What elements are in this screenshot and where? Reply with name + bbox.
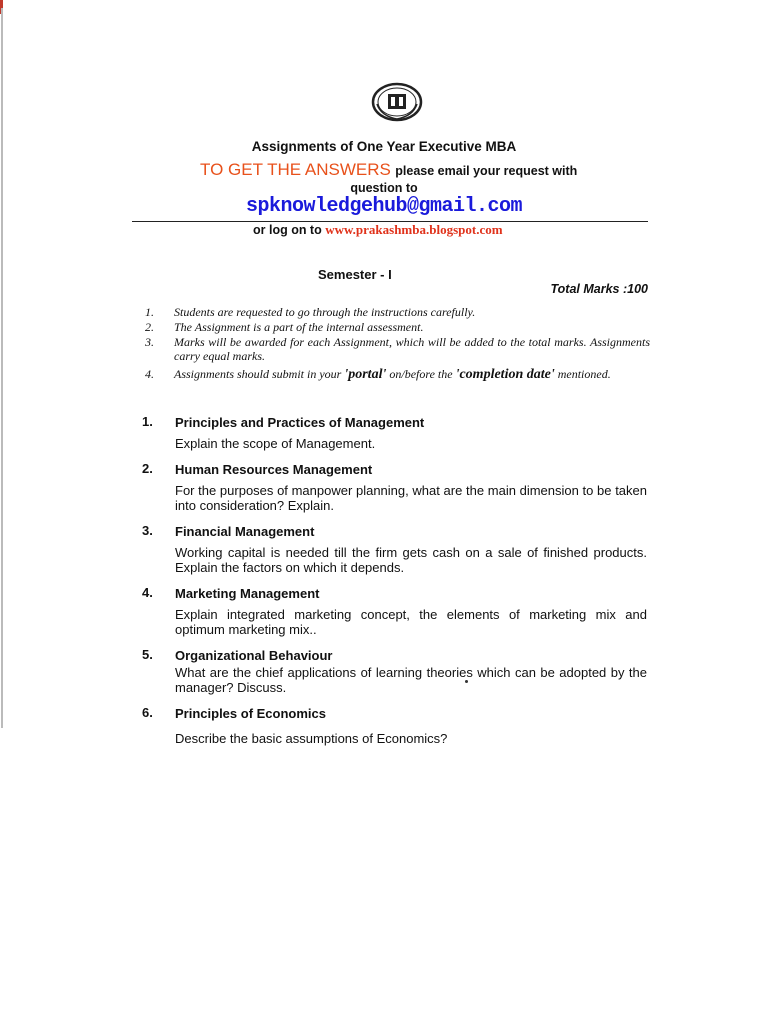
instruction-number: 2. xyxy=(145,320,154,334)
question-title: Principles of Economics xyxy=(175,706,326,721)
instruction-text: Students are requested to go through the instructions carefully. xyxy=(174,305,476,319)
scan-left-edge xyxy=(1,8,3,728)
blog-url: www.prakashmba.blogspot.com xyxy=(325,222,503,237)
semester-label: Semester - I xyxy=(318,267,392,282)
instruction-number: 4. xyxy=(145,367,154,381)
question-text: Working capital is needed till the firm gets cash on a sale of finished products. Explain the factors on which it depends. xyxy=(175,545,647,575)
question-text: Explain integrated marketing concept, the elements of marketing mix and optimum marketing mix.. xyxy=(175,607,647,637)
contact-email: spknowledgehub@gmail.com xyxy=(245,195,523,218)
question-number: 4. xyxy=(142,585,153,600)
instruction-text-part: mentioned. xyxy=(557,367,611,381)
scan-speck xyxy=(465,680,468,683)
question-text: Describe the basic assumptions of Economics? xyxy=(175,731,448,746)
question-item xyxy=(142,705,647,746)
question-item xyxy=(142,585,647,637)
question-number: 3. xyxy=(142,523,153,538)
questions-list xyxy=(142,414,647,746)
question-title: Organizational Behaviour xyxy=(175,648,333,663)
institute-emblem-icon xyxy=(371,82,423,122)
logon-prefix: or log on to xyxy=(253,223,322,237)
instruction-text: Marks will be awarded for each Assignment, which will be added to the total marks. Assignments carry equal marks. xyxy=(174,335,650,363)
instruction-emphasis: 'completion date' xyxy=(455,367,555,382)
instruction-item xyxy=(145,367,650,382)
instruction-text-part: on/before the xyxy=(389,367,453,381)
question-text: What are the chief applications of learning theories which can be adopted by the manager? Discuss. xyxy=(175,665,647,695)
question-item xyxy=(142,523,647,575)
question-title: Marketing Management xyxy=(175,586,320,601)
instruction-text: The Assignment is a part of the internal assessment. xyxy=(174,320,424,334)
question-title: Principles and Practices of Management xyxy=(175,415,425,430)
cta-request-text-2: question to xyxy=(350,181,418,195)
cta-headline: TO GET THE ANSWERS xyxy=(200,160,391,179)
question-item xyxy=(142,461,647,513)
instruction-item xyxy=(145,335,650,363)
question-title: Human Resources Management xyxy=(175,462,373,477)
answers-cta xyxy=(200,160,577,180)
instructions-list xyxy=(145,305,650,383)
instruction-item xyxy=(145,320,650,334)
question-item xyxy=(142,414,647,451)
instruction-text-part: Assignments should submit in your xyxy=(174,367,342,381)
question-text: For the purposes of manpower planning, what are the main dimension to be taken into consideration? Explain. xyxy=(175,483,647,513)
question-item xyxy=(142,647,647,695)
document-title: Assignments of One Year Executive MBA xyxy=(251,139,517,154)
question-number: 2. xyxy=(142,461,153,476)
logon-line xyxy=(253,222,503,238)
instruction-item xyxy=(145,305,650,319)
question-number: 1. xyxy=(142,414,153,429)
question-title: Financial Management xyxy=(175,524,315,539)
instruction-number: 3. xyxy=(145,335,154,349)
question-number: 6. xyxy=(142,705,153,720)
total-marks: Total Marks :100 xyxy=(550,282,648,296)
cta-request-text: please email your request with xyxy=(395,164,578,178)
instruction-text xyxy=(174,367,650,382)
question-number: 5. xyxy=(142,647,153,662)
instruction-emphasis: 'portal' xyxy=(344,367,387,382)
question-text: Explain the scope of Management. xyxy=(175,436,376,451)
instruction-number: 1. xyxy=(145,305,154,319)
